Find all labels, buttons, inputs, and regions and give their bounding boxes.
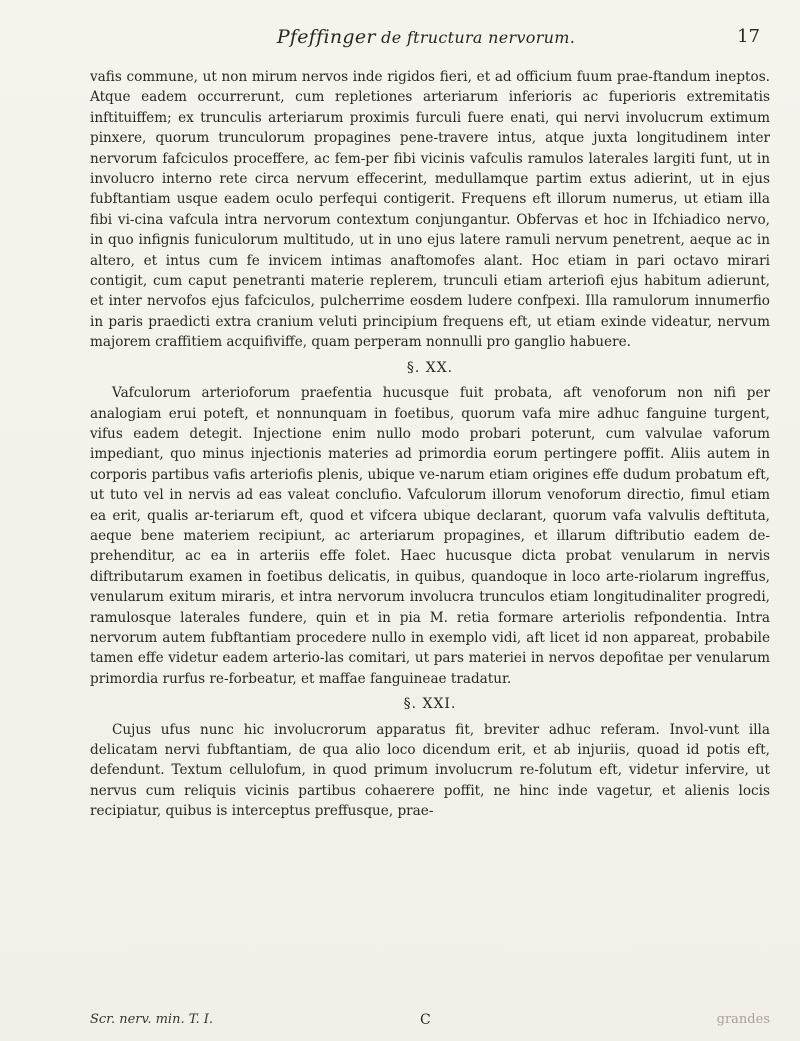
running-title-subject: de ftructura nervorum. — [375, 28, 576, 47]
paragraph-1: vafis commune, ut non mirum nervos inde rigidos fieri, et ad officium fuum prae-ftandum ineptos. Atque eadem occurrerunt, cum repletiones arteriarum inferioris ac fuperioris extremitatis inftituiffem; ex trunculis arteriarum proximis furculi fuere enati, qui nervi involucrum extimum pinxere, quorum trunculorum propagines pene-travere intus, atque juxta longitudinem inter nervorum fafciculos proceffere, ac fem-per fibi vicinis vafculis ramulos laterales largiti funt, ut in involucro interno rete circa nervum effecerint, medullamque partim extus adierint, ut in ejus fubftantiam usque eadem oculo perfequi contigerit. Frequens eft illorum numerus, ut etiam illa fibi vi-cina vafcula intra nervorum contextum conjungantur. Obfervas et hoc in Ifchiadico nervo, in quo infignis funiculorum multitudo, ut in uno ejus latere ramuli nervum penetrent, aeque ac in altero, et intus cum fe invicem intimas anaftomofes alant. Hoc etiam in pari octavo mirari contigit, cum caput penetranti materie replerem, trunculi etiam arteriofi ejus habitum adierunt, et inter nervofos ejus fafciculos, pulcherrime eosdem ludere confpexi. Illa ramulorum innumerfio in paris praedicti extra cranium veluti principium frequens eft, ut etiam exinde videatur, nervum majorem craffitiem acquifiviffe, quam perperam nonnulli pro ganglio habuere. — [90, 69, 770, 351]
running-title-author: Pfeffinger — [276, 26, 376, 48]
page-footer — [90, 1012, 770, 1034]
running-head — [82, 26, 770, 56]
signature-line: Scr. nerv. min. T. I. — [90, 1012, 213, 1027]
body-text — [90, 67, 770, 822]
section-heading-xx: §. XX. — [406, 359, 454, 376]
paragraph-2: Vafculorum arterioforum praefentia hucusque fuit probata, aft venoforum non nifi per analogiam erui poteft, et nonnunquam in foetibus, quorum vafa mire adhuc fanguine turgent, vifus eadem detegit. Injectione enim nullo modo probari poterunt, cum valvulae vaforum impediant, quo minus injectionis materies ad primordia eorum pertingere poffit. Aliis autem in corporis partibus vafis arteriofis plenis, ubique ve-narum etiam origines effe dudum probatum eft, ut tuto vel in nervis ad eas valeat conclufio. Vafculorum illorum venoforum directio, fimul etiam ea erit, qualis ar-teriarum eft, quod et vifcera ubique declarant, quorum vafa valvulis deftituta, aeque bene materiem recipiunt, ac arteriarum propagines, et illarum diftributio eadem de-prehenditur, ac ea in arteriis effe folet. Haec hucusque dicta probat venularum in nervis diftributarum examen in foetibus delicatis, in quibus, quandoque in loco arte-riolarum ingreffus, venularum exitum miraris, et intra nervorum involucra trunculos etiam longitudinaliter progredi, ramulosque laterales fundere, quin et in pia M. retia formare arteriolis refpondentia. Intra nervorum autem fubftantiam procedere nullo in exemplo vidi, aft licet id non appareat, probabile tamen effe videtur eadem arterio-las comitari, ut pars materiei in nervos depofitae per venularum primordia rurfus re-forbeatur, et maffae fanguineae tradatur. — [90, 385, 770, 687]
signature-mark: C — [420, 1012, 431, 1028]
catchword: grandes — [716, 1012, 770, 1027]
paragraph-3: Cujus ufus nunc hic involucrorum apparatus fit, breviter adhuc referam. Invol-vunt illa delicatam nervi fubftantiam, de qua alio loco dicendum erit, et ab injuriis, quoad id potis eft, defendunt. Textum cellulofum, in quod primum involucrum re-folutum eft, videtur infervire, ut nervus cum reliquis vicinis partibus cohaerere poffit, ne hinc inde vagetur, et alienis locis recipiatur, quibus is interceptus preffusque, prae- — [90, 721, 770, 820]
running-title — [82, 26, 770, 48]
page-number: 17 — [737, 26, 760, 47]
section-heading-xxi: §. XXI. — [403, 696, 457, 713]
